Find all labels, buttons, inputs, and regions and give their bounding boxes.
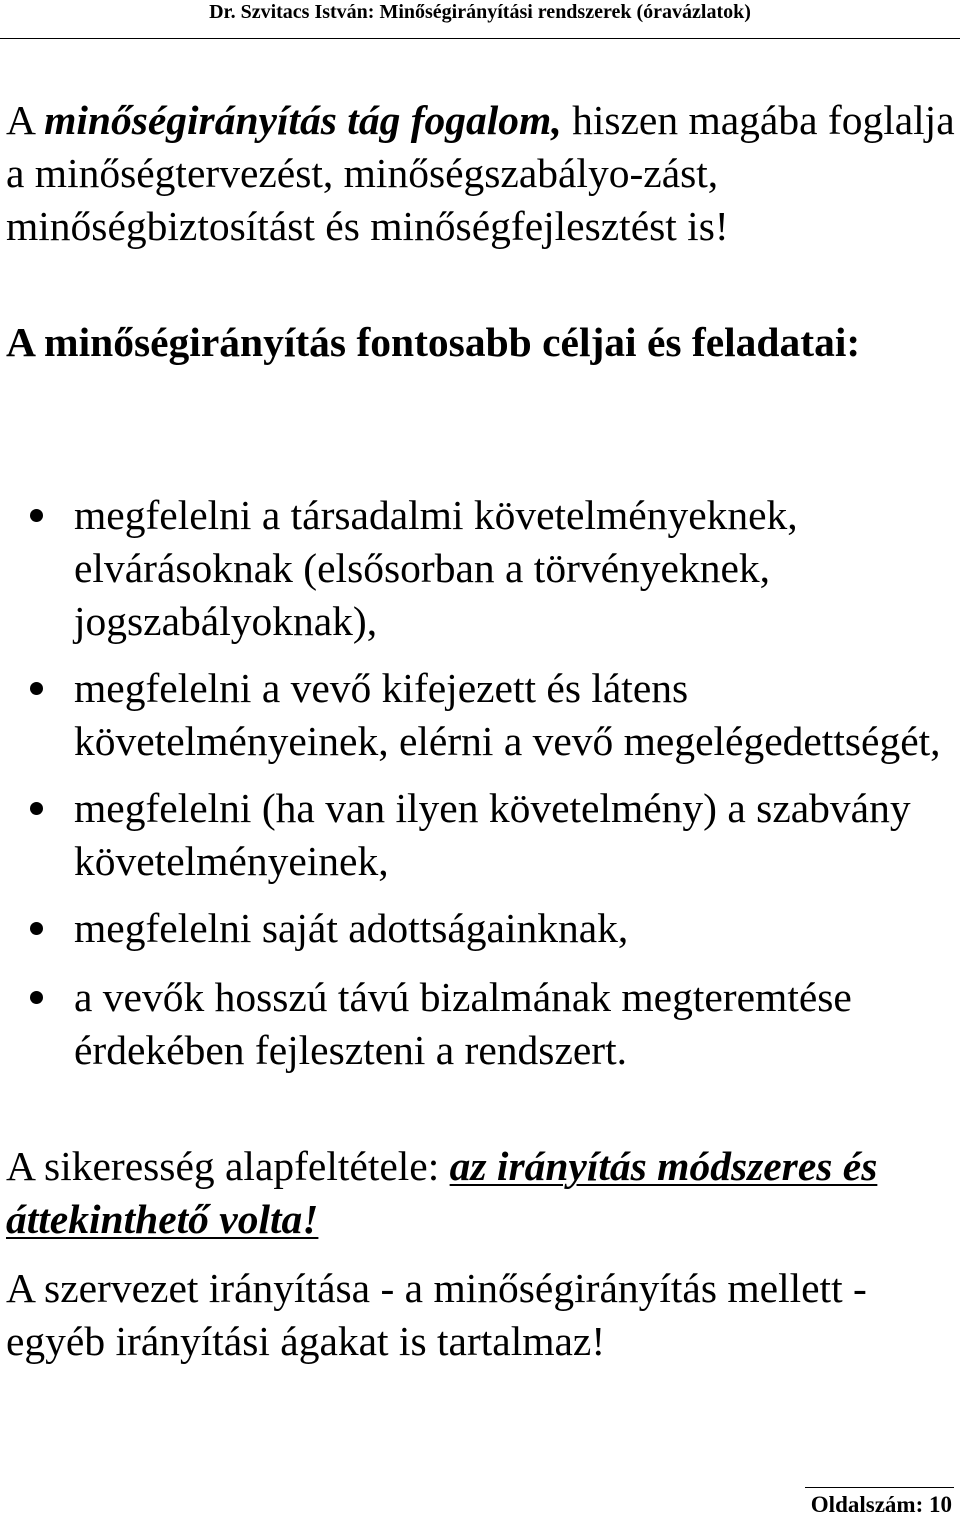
list-item bbox=[0, 782, 944, 888]
list-item-text: megfelelni a vevő kifejezett és látens követelményeinek, elérni a vevő megelégedettségét, bbox=[74, 665, 941, 764]
bullet-icon bbox=[30, 922, 43, 935]
organization-paragraph: A szervezet irányítása - a minőségirányítás mellett - egyéb irányítási ágakat is tartalmaz! bbox=[6, 1265, 867, 1364]
list-item bbox=[0, 489, 944, 648]
list-item-text: megfelelni saját adottságainknak, bbox=[74, 905, 629, 951]
goals-heading: A minőségirányítás fontosabb céljai és feladatai: bbox=[6, 319, 861, 365]
intro-rest: hiszen magába foglalja a minőségtervezést, minőségszabályo-zást, minőségbiztosítást és minőségfejlesztést is! bbox=[6, 97, 955, 249]
page-header bbox=[0, 0, 960, 39]
list-item-text: megfelelni (ha van ilyen követelmény) a szabvány követelményeinek, bbox=[74, 785, 911, 884]
list-item-text: megfelelni a társadalmi követelményeknek, elvárásoknak (elsősorban a törvényeknek, jogszabályoknak), bbox=[74, 492, 798, 644]
bullet-icon bbox=[30, 991, 43, 1004]
intro-emphasis: minőségirányítás tág fogalom, bbox=[44, 97, 562, 143]
goals-list bbox=[0, 489, 960, 1077]
bullet-icon bbox=[30, 509, 43, 522]
bullet-icon bbox=[30, 682, 43, 695]
page-number: Oldalszám: 10 bbox=[810, 1492, 952, 1517]
list-item-text: a vevők hosszú távú bizalmának megteremtése érdekében fejleszteni a rendszert. bbox=[74, 974, 852, 1073]
success-emphasis: az irányítás módszeres és áttekinthető volta! bbox=[6, 1143, 878, 1242]
list-item bbox=[0, 902, 944, 955]
list-item bbox=[0, 971, 944, 1077]
success-lead: A sikeresség alapfeltétele: bbox=[6, 1143, 450, 1189]
bullet-icon bbox=[30, 802, 43, 815]
success-paragraph bbox=[6, 1140, 956, 1246]
list-item bbox=[0, 662, 944, 768]
intro-paragraph bbox=[6, 94, 956, 253]
page-footer bbox=[805, 1487, 954, 1520]
intro-lead: A bbox=[6, 97, 45, 143]
header-title: Dr. Szvitacs István: Minőségirányítási rendszerek (óravázlatok) bbox=[209, 1, 751, 23]
